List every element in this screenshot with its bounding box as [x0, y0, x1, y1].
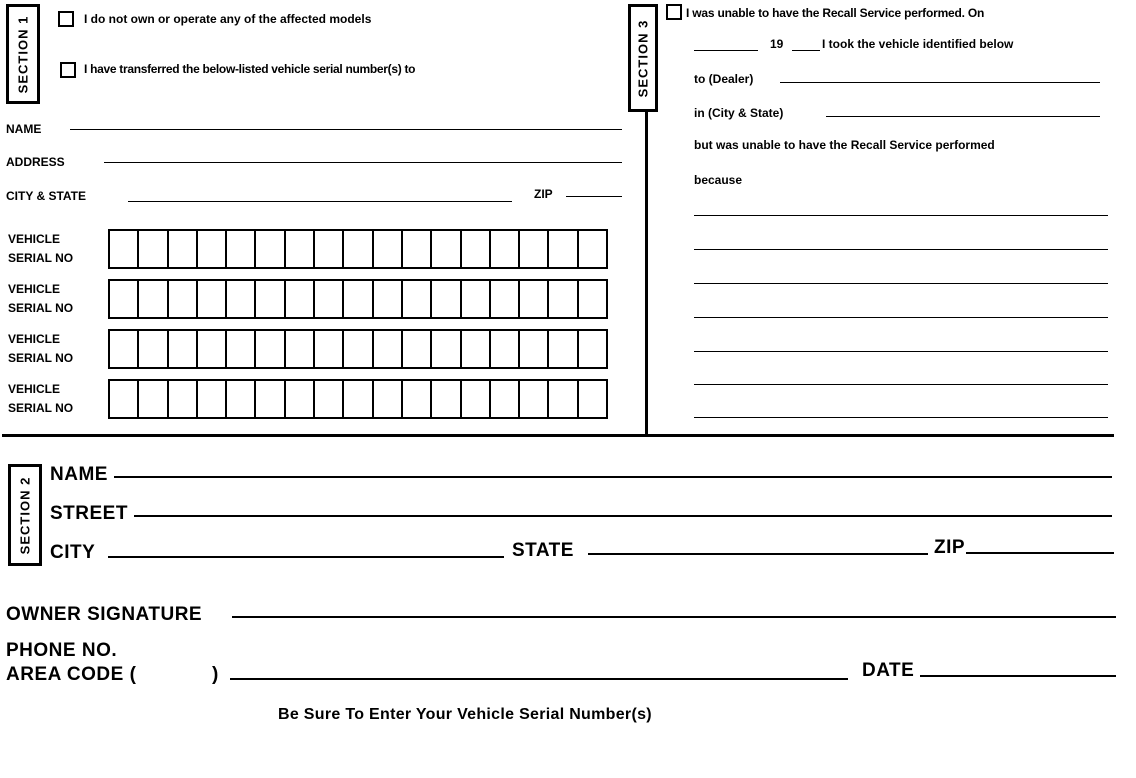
section-divider-horizontal — [2, 434, 1114, 437]
s3-reason-line-2[interactable] — [694, 249, 1108, 250]
s1-name-field[interactable] — [70, 129, 622, 130]
s3-reason-line-5[interactable] — [694, 351, 1108, 352]
s1-address-label: ADDRESS — [6, 155, 65, 169]
s3-city-state-label: in (City & State) — [694, 106, 784, 120]
section-1-label: SECTION 1 — [6, 4, 40, 104]
s2-name-label: NAME — [50, 464, 108, 485]
serial-row-4-label: VEHICLE SERIAL NO — [8, 382, 74, 415]
serial-row-3-label: VEHICLE SERIAL NO — [8, 332, 74, 365]
s2-state-field[interactable] — [588, 553, 928, 555]
s1-city-state-label: CITY & STATE — [6, 189, 87, 203]
s3-reason-line-6[interactable] — [694, 384, 1108, 385]
s3-dealer-field[interactable] — [780, 82, 1100, 83]
s1-address-field[interactable] — [104, 162, 622, 163]
serial-row-4-boxes[interactable] — [108, 379, 608, 419]
area-code-label: AREA CODE ( — [6, 664, 137, 685]
s1-city-state-field[interactable] — [128, 201, 512, 202]
s2-zip-field[interactable] — [966, 552, 1114, 554]
section-divider-vertical — [645, 110, 648, 436]
s3-but-unable-label: but was unable to have the Recall Service performed — [694, 138, 995, 152]
s2-name-field[interactable] — [114, 476, 1112, 478]
phone-label: PHONE NO. — [6, 640, 118, 661]
serial-row-3-boxes[interactable] — [108, 329, 608, 369]
s1-name-label: NAME — [6, 122, 42, 136]
s3-reason-line-3[interactable] — [694, 283, 1108, 284]
not-own-checkbox[interactable] — [58, 11, 74, 27]
s3-took-vehicle-label: I took the vehicle identified below — [822, 37, 1014, 51]
not-own-label: I do not own or operate any of the affected models — [84, 12, 372, 26]
unable-checkbox[interactable] — [666, 4, 682, 20]
section-2-label: SECTION 2 — [8, 464, 42, 566]
s3-because-label: because — [694, 173, 743, 187]
footer-note: Be Sure To Enter Your Vehicle Serial Number(s) — [278, 706, 652, 723]
serial-row-2-label: VEHICLE SERIAL NO — [8, 282, 74, 315]
transferred-label: I have transferred the below-listed vehicle serial number(s) to — [84, 62, 416, 76]
s3-reason-line-7[interactable] — [694, 417, 1108, 418]
s3-city-state-field[interactable] — [826, 116, 1100, 117]
s3-date-field[interactable] — [694, 50, 758, 51]
date-field[interactable] — [920, 675, 1116, 677]
s3-year-field[interactable] — [792, 50, 820, 51]
s3-reason-line-1[interactable] — [694, 215, 1108, 216]
s1-zip-label: ZIP — [534, 187, 553, 201]
s3-reason-line-4[interactable] — [694, 317, 1108, 318]
serial-row-1-boxes[interactable] — [108, 229, 608, 269]
serial-row-1-label: VEHICLE SERIAL NO — [8, 232, 74, 265]
owner-signature-label: OWNER SIGNATURE — [6, 604, 203, 625]
area-code-close: ) — [212, 664, 219, 685]
transferred-checkbox[interactable] — [60, 62, 76, 78]
s2-city-field[interactable] — [108, 556, 504, 558]
s2-city-label: CITY — [50, 542, 96, 563]
date-label: DATE — [862, 660, 915, 681]
s3-year-prefix: 19 — [770, 37, 784, 51]
unable-label: I was unable to have the Recall Service performed. On — [686, 6, 985, 20]
s2-street-field[interactable] — [134, 515, 1112, 517]
s3-dealer-label: to (Dealer) — [694, 72, 754, 86]
section-3-label: SECTION 3 — [628, 4, 658, 112]
s1-zip-field[interactable] — [566, 196, 622, 197]
owner-signature-field[interactable] — [232, 616, 1116, 618]
s2-state-label: STATE — [512, 540, 574, 561]
serial-row-2-boxes[interactable] — [108, 279, 608, 319]
s2-zip-label: ZIP — [934, 537, 966, 558]
phone-field[interactable] — [230, 678, 848, 680]
s2-street-label: STREET — [50, 503, 128, 524]
